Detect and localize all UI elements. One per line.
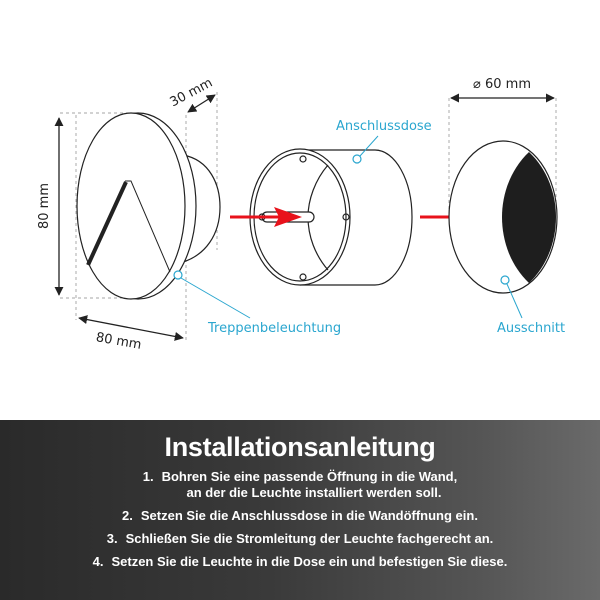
instructions-title: Installationsanleitung <box>164 432 436 462</box>
step-4 <box>0 554 600 570</box>
step-text: Bohren Sie eine passende Öffnung in die Wand, <box>161 469 458 484</box>
depth-label: 30 mm <box>167 75 216 111</box>
step-2 <box>0 508 600 524</box>
step-number: 1. <box>142 469 154 484</box>
step-text: Setzen Sie die Leuchte in die Dose ein und befestigen Sie diese. <box>111 554 508 569</box>
wall-cutout-drawing <box>449 141 557 293</box>
instructions-steps <box>0 469 600 570</box>
height-label: 80 mm <box>37 182 52 230</box>
luminaire-callout: Treppenbeleuchtung <box>208 321 342 336</box>
luminaire-drawing <box>60 92 220 340</box>
diameter-label: ⌀ 60 mm <box>473 77 531 92</box>
box-callout: Anschlussdose <box>336 119 432 134</box>
width-label: 80 mm <box>94 330 143 353</box>
step-text-continued: an der die Leuchte installiert werden soll. <box>186 485 442 500</box>
step-number: 4. <box>92 554 104 569</box>
step-number: 3. <box>106 531 118 546</box>
cutout-callout: Ausschnitt <box>497 321 566 336</box>
width-dimension-arrow <box>79 318 183 338</box>
step-1 <box>0 469 600 501</box>
instructions-panel <box>0 420 600 600</box>
step-number: 2. <box>122 508 133 523</box>
step-text: Setzen Sie die Anschlussdose in die Wandöffnung ein. <box>140 508 478 523</box>
step-text: Schließen Sie die Stromleitung der Leuchte fachgerecht an. <box>125 531 494 546</box>
step-3 <box>0 531 600 547</box>
